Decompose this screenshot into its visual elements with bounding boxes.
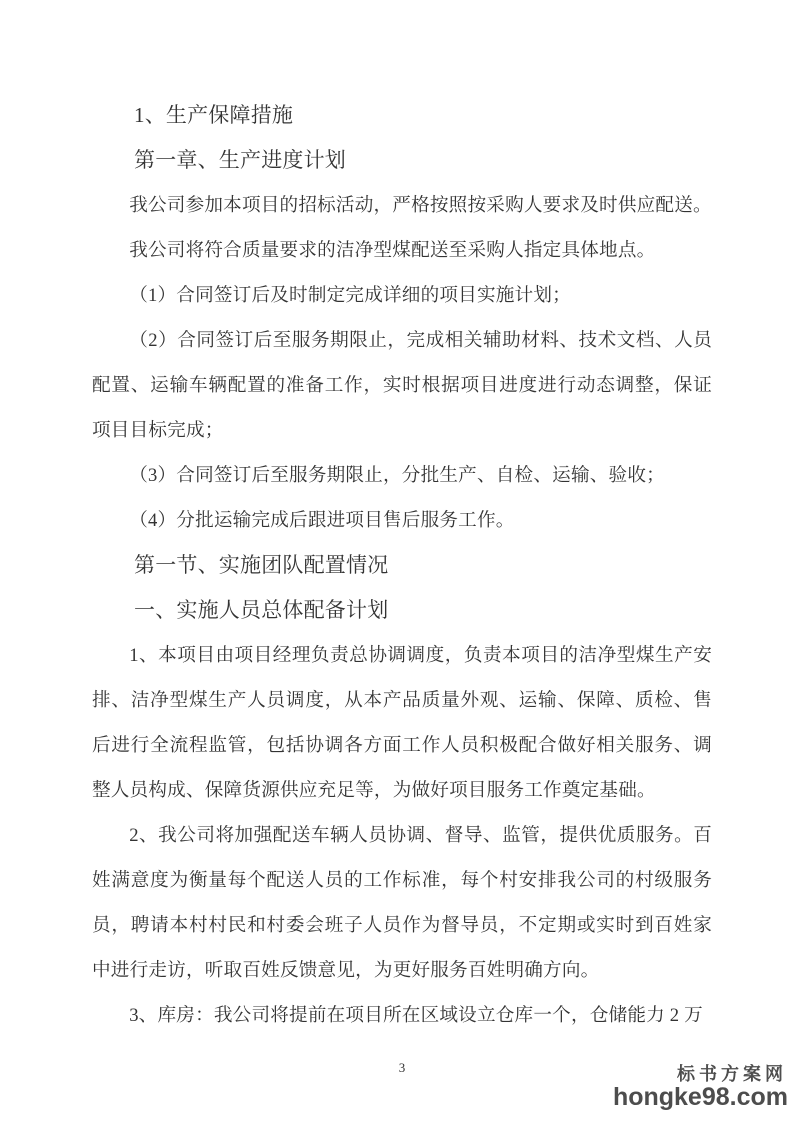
paragraph-line: （2）合同签订后至服务期限止，完成相关辅助材料、技术文档、人员 [129,330,712,351]
heading-line: 第一节、实施团队配置情况 [134,553,389,577]
paragraph-line: 姓满意度为衡量每个配送人员的工作标准，每个村安排我公司的村级服务 [92,870,712,891]
heading-line: 第一章、生产进度计划 [134,148,346,172]
watermark [613,1064,788,1109]
paragraph-line: （4）分批运输完成后跟进项目售后服务工作。 [129,510,515,531]
page-number: 3 [398,1060,406,1075]
paragraph-line: 我公司参加本项目的招标活动，严格按照按采购人要求及时供应配送。 [129,195,712,216]
paragraph-line: 整人员构成、保障货源供应充足等，为做好项目服务工作奠定基础。 [92,780,656,801]
document-body [92,93,712,1038]
paragraph-line: 中进行走访，听取百姓反馈意见，为更好服务百姓明确方向。 [92,960,600,981]
paragraph-line: 配置、运输车辆配置的准备工作，实时根据项目进度进行动态调整，保证 [92,375,712,396]
paragraph-line: 1、本项目由项目经理负责总协调调度，负责本项目的洁净型煤生产安 [129,645,712,666]
paragraph-line: 排、洁净型煤生产人员调度，从本产品质量外观、运输、保障、质检、售 [92,690,712,711]
paragraph-line: 员，聘请本村村民和村委会班子人员作为督导员，不定期或实时到百姓家 [92,915,712,936]
watermark-site-name: 标书方案网 [677,1064,787,1084]
paragraph-line: 3、库房：我公司将提前在项目所在区域设立仓库一个，仓储能力 2 万 [129,1005,703,1026]
heading-line: 1、生产保障措施 [134,103,294,127]
paragraph-line: 2、我公司将加强配送车辆人员协调、督导、监管，提供优质服务。百 [129,825,712,846]
paragraph-line: （3）合同签订后至服务期限止，分批生产、自检、运输、验收； [129,465,665,486]
paragraph-line: （1）合同签订后及时制定完成详细的项目实施计划； [129,285,571,306]
paragraph-line: 我公司将符合质量要求的洁净型煤配送至采购人指定具体地点。 [129,240,656,261]
paragraph-line: 项目目标完成； [92,420,224,441]
watermark-domain: hongke98.com [612,1083,788,1111]
paragraph-line: 后进行全流程监管，包括协调各方面工作人员积极配合做好相关服务、调 [92,735,712,756]
heading-line: 一、实施人员总体配备计划 [134,598,389,622]
